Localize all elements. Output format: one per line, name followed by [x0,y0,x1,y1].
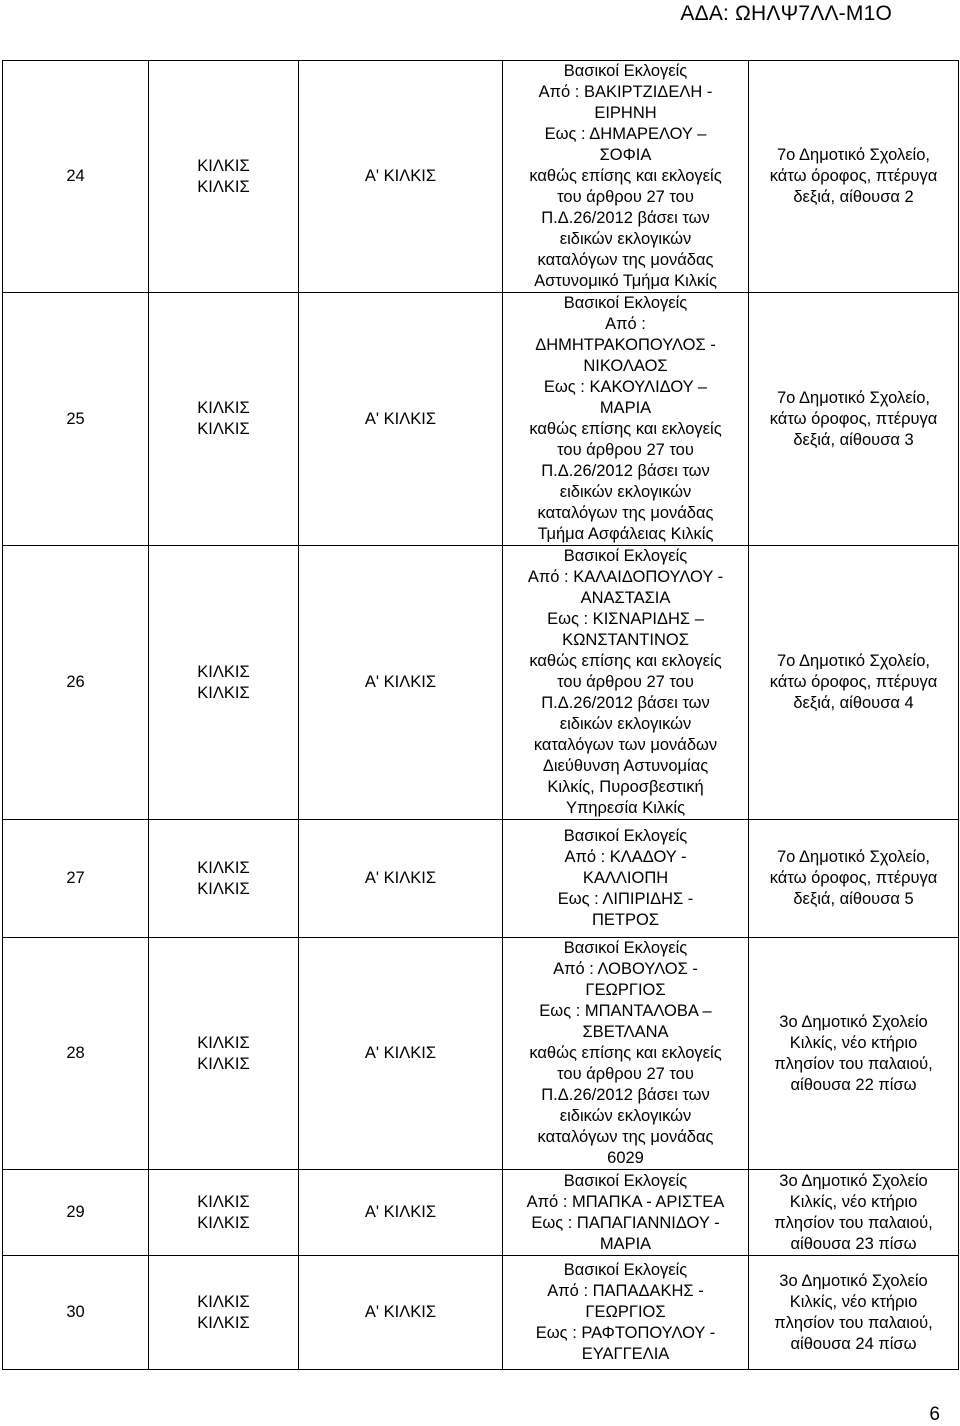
voters-details-cell [503,1256,749,1370]
location-line: κάτω όροφος, πτέρυγα [769,869,938,887]
details-line: Εως : ΠΑΠΑΓΙΑΝΝΙΔΟΥ - [531,1213,720,1232]
details-line: ΜΑΡΙΑ [599,399,652,417]
station-number: 25 [3,293,149,546]
details-line: Εως : ΔΗΜΑΡΕΛΟΥ – [544,125,707,143]
details-line: Π.Δ.26/2012 βάσει των [541,462,710,480]
location-line: δεξιά, αίθουσα 5 [793,890,914,908]
details-line: Εως : ΛΙΠΙΡΙΔΗΣ - [557,890,694,908]
department-cell: Α' ΚΙΛΚΙΣ [299,1256,503,1370]
details-line: ειδικών εκλογικών [559,715,692,733]
location-cell [749,820,959,938]
details-line: Από : [605,315,646,333]
location-cell [749,1256,959,1370]
details-line: Βασικοί Εκλογείς [563,827,688,845]
details-line: Από : ΚΑΛΑΙΔΟΠΟΥΛΟΥ - [527,568,724,586]
details-line: Τμήμα Ασφάλειας Κιλκίς [537,525,714,543]
details-line: ΜΑΡΙΑ [599,1234,652,1253]
details-line: καθώς επίσης και εκλογείς [529,652,722,670]
details-line: ΔΗΜΗΤΡΑΚΟΠΟΥΛΟΣ - [535,336,716,354]
voters-details-cell [503,61,749,293]
location-line: Κιλκίς, νέο κτήριο [789,1192,918,1211]
location-cell [749,546,959,820]
table-row [3,546,959,820]
area-line: ΚΙΛΚΙΣ [197,399,250,417]
details-line: Από : ΠΑΠΑΔΑΚΗΣ - [547,1282,704,1300]
details-line: Π.Δ.26/2012 βάσει των [541,1086,710,1104]
area-cell [149,293,299,546]
location-line: 7ο Δημοτικό Σχολείο, [777,388,930,407]
details-line: ΓΕΩΡΓΙΟΣ [585,1303,666,1321]
table-row [3,820,959,938]
area-line: ΚΙΛΚΙΣ [197,1313,250,1332]
location-line: Κιλκίς, νέο κτήριο [789,1033,918,1052]
details-line: ΝΙΚΟΛΑΟΣ [583,357,668,375]
area-cell [149,546,299,820]
location-line: 7ο Δημοτικό Σχολείο, [777,848,930,866]
details-line: Π.Δ.26/2012 βάσει των [541,694,710,712]
station-number: 28 [3,938,149,1170]
details-line: καταλόγων της μονάδας [537,251,714,269]
details-line: Βασικοί Εκλογείς [563,294,688,312]
location-cell [749,293,959,546]
details-line: καταλόγων της μονάδας [537,1128,714,1146]
area-cell [149,61,299,293]
area-cell [149,820,299,938]
location-line: κάτω όροφος, πτέρυγα [769,167,938,185]
details-line: Βασικοί Εκλογείς [563,547,688,565]
details-line: του άρθρου 27 του [557,441,694,459]
area-line: ΚΙΛΚΙΣ [197,1033,250,1052]
location-line: δεξιά, αίθουσα 2 [793,188,914,206]
location-line: πλησίον του παλαιού, [774,1213,933,1232]
location-line: 3ο Δημοτικό Σχολείο [779,1271,928,1290]
area-line: ΚΙΛΚΙΣ [197,1292,250,1311]
details-line: καταλόγων της μονάδας [537,504,714,522]
department-cell: Α' ΚΙΛΚΙΣ [299,1170,503,1256]
table-row [3,1170,959,1256]
details-line: 6029 [607,1149,644,1167]
details-line: καθώς επίσης και εκλογείς [529,420,722,438]
station-number: 27 [3,820,149,938]
voters-details-cell [503,1170,749,1256]
location-line: 3ο Δημοτικό Σχολείο [779,1171,928,1190]
department-cell: Α' ΚΙΛΚΙΣ [299,546,503,820]
details-line: Βασικοί Εκλογείς [563,1261,688,1279]
details-line: ΣΒΕΤΛΑΝΑ [582,1023,669,1041]
location-line: 7ο Δημοτικό Σχολείο, [777,146,930,164]
details-line: ΚΑΛΛΙΟΠΗ [582,869,669,887]
details-line: Π.Δ.26/2012 βάσει των [541,209,710,227]
details-line: Διεύθυνση Αστυνομίας [542,757,709,775]
details-line: ΕΙΡΗΝΗ [594,104,657,122]
voters-details-cell [503,546,749,820]
details-line: ΠΕΤΡΟΣ [591,911,660,929]
details-line: ΚΩΝΣΤΑΝΤΙΝΟΣ [562,631,689,649]
details-line: Κιλκίς, Πυροσβεστική [547,778,704,796]
table-row [3,938,959,1170]
station-number: 29 [3,1170,149,1256]
area-cell [149,1170,299,1256]
location-line: αίθουσα 23 πίσω [790,1234,917,1253]
area-cell [149,1256,299,1370]
department-cell: Α' ΚΙΛΚΙΣ [299,938,503,1170]
details-line: Από : ΚΛΑΔΟΥ - [564,848,687,866]
details-line: Βασικοί Εκλογείς [563,939,688,957]
table-row [3,1256,959,1370]
details-line: ΕΥΑΓΓΕΛΙΑ [581,1345,670,1363]
details-line: του άρθρου 27 του [557,188,694,206]
voters-details-cell [503,938,749,1170]
page-number: 6 [929,1404,940,1425]
table-row [3,61,959,293]
voters-details-cell [503,293,749,546]
details-line: ΑΝΑΣΤΑΣΙΑ [580,589,671,607]
location-line: αίθουσα 24 πίσω [790,1334,917,1353]
details-line: Βασικοί Εκλογείς [563,1171,688,1190]
area-line: ΚΙΛΚΙΣ [197,1054,250,1073]
area-line: ΚΙΛΚΙΣ [197,177,250,196]
details-line: του άρθρου 27 του [557,1065,694,1083]
area-cell [149,938,299,1170]
details-line: Εως : ΚΙΣΝΑΡΙΔΗΣ – [547,610,704,628]
details-line: Εως : ΡΑΦΤΟΠΟΥΛΟΥ - [535,1324,716,1342]
area-line: ΚΙΛΚΙΣ [197,662,250,681]
details-line: Από : ΜΠΑΠΚΑ - ΑΡΙΣΤΕΑ [526,1192,725,1211]
area-line: ΚΙΛΚΙΣ [197,1213,250,1232]
area-line: ΚΙΛΚΙΣ [197,156,250,175]
station-number: 30 [3,1256,149,1370]
details-line: Βασικοί Εκλογείς [563,62,688,80]
location-line: κάτω όροφος, πτέρυγα [769,673,938,691]
location-line: δεξιά, αίθουσα 4 [793,694,914,712]
details-line: καθώς επίσης και εκλογείς [529,1044,722,1062]
details-line: ΓΕΩΡΓΙΟΣ [585,981,666,999]
area-line: ΚΙΛΚΙΣ [197,683,250,702]
department-cell: Α' ΚΙΛΚΙΣ [299,820,503,938]
location-line: 7ο Δημοτικό Σχολείο, [777,652,930,670]
details-line: ΣΟΦΙΑ [599,146,652,164]
table-row [3,293,959,546]
location-cell [749,938,959,1170]
location-line: κάτω όροφος, πτέρυγα [769,409,938,428]
area-line: ΚΙΛΚΙΣ [197,858,250,877]
station-number: 26 [3,546,149,820]
polling-stations-table [2,60,959,1370]
voters-details-cell [503,820,749,938]
details-line: ειδικών εκλογικών [559,1107,692,1125]
location-line: Κιλκίς, νέο κτήριο [789,1292,918,1311]
area-line: ΚΙΛΚΙΣ [197,879,250,898]
details-line: Από : ΒΑΚΙΡΤΖΙΔΕΛΗ - [538,83,713,101]
details-line: καθώς επίσης και εκλογείς [529,167,722,185]
location-line: 3ο Δημοτικό Σχολείο [779,1012,928,1031]
station-number: 24 [3,61,149,293]
location-line: δεξιά, αίθουσα 3 [793,430,914,449]
details-line: Εως : ΚΑΚΟΥΛΙΔΟΥ – [543,378,708,396]
location-line: πλησίον του παλαιού, [774,1054,933,1073]
location-line: πλησίον του παλαιού, [774,1313,933,1332]
location-cell [749,1170,959,1256]
details-line: καταλόγων των μονάδων [533,736,718,754]
area-line: ΚΙΛΚΙΣ [197,420,250,438]
area-line: ΚΙΛΚΙΣ [197,1192,250,1211]
location-line: αίθουσα 22 πίσω [790,1075,917,1094]
details-line: Υπηρεσία Κιλκίς [565,799,686,817]
details-line: Εως : ΜΠΑΝΤΑΛΟΒΑ – [539,1002,712,1020]
details-line: Από : ΛΟΒΟΥΛΟΣ - [553,960,698,978]
details-line: ειδικών εκλογικών [559,230,692,248]
location-cell [749,61,959,293]
department-cell: Α' ΚΙΛΚΙΣ [299,293,503,546]
details-line: Αστυνομικό Τμήμα Κιλκίς [534,272,717,290]
department-cell: Α' ΚΙΛΚΙΣ [299,61,503,293]
details-line: ειδικών εκλογικών [559,483,692,501]
details-line: του άρθρου 27 του [557,673,694,691]
ada-code: ΑΔΑ: ΩΗΛΨ7ΛΛ-Μ1Ο [680,2,892,25]
